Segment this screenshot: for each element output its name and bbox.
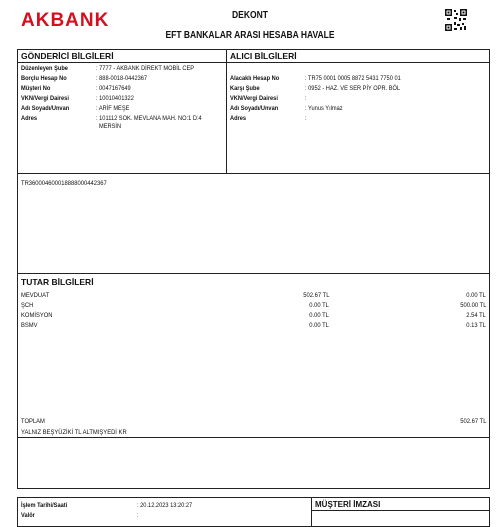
amount-label-deposit: MEVDUAT: [21, 292, 50, 299]
receiver-value-address: :: [305, 115, 307, 122]
sender-label-branch: Düzenleyen Şube: [21, 65, 68, 72]
amount-col2-commission: 2.54 TL: [466, 312, 486, 319]
transaction-date-value: : 20.12.2023 13:20:27: [137, 502, 193, 509]
sender-label-tax: VKN/Vergi Dairesi: [21, 95, 69, 102]
amount-col2-sch: 500.00 TL: [459, 302, 486, 309]
amount-col1-commission: 0.00 TL: [309, 312, 329, 319]
sender-value-account: : 888-0018-0442367: [96, 75, 148, 82]
sender-value-address-line2: MERSİN: [99, 123, 122, 130]
transaction-date-label: İşlem Tarihi/Saati: [21, 502, 68, 509]
reference-box: [17, 173, 490, 274]
receiver-label-name: Adı Soyadı/Unvan: [230, 105, 279, 112]
reference-number: TR360004600018888000442367: [21, 180, 107, 187]
sender-value-name: : ARİF MEŞE: [96, 105, 130, 112]
customer-signature-label: MÜŞTERİ İMZASI: [315, 500, 381, 509]
footer-box: [17, 497, 490, 527]
bank-logo: AKBANK: [21, 10, 110, 31]
sender-label-customer-no: Müşteri No: [21, 85, 51, 92]
receiver-section-title: ALICI BİLGİLERİ: [230, 51, 297, 61]
value-date-value: :: [137, 512, 139, 519]
amount-col1-bsmv: 0.00 TL: [309, 322, 329, 329]
amount-col1-sch: 0.00 TL: [309, 302, 329, 309]
amounts-box: [17, 273, 490, 438]
amount-label-bsmv: BSMV: [21, 322, 38, 329]
sender-label-address: Adres: [21, 115, 38, 122]
amount-in-words: YALNIZ BEŞYÜZİKİ TL ALTMIŞYEDİ KR: [21, 429, 127, 436]
receiver-label-branch: Karşı Şube: [230, 85, 260, 92]
amount-col1-deposit: 502.67 TL: [302, 292, 329, 299]
qr-code-icon: [445, 9, 467, 31]
amount-label-commission: KOMİSYON: [21, 312, 53, 319]
value-date-label: Valör: [21, 512, 35, 519]
sender-label-name: Adı Soyadı/Unvan: [21, 105, 70, 112]
amounts-section-title: TUTAR BİLGİLERİ: [21, 277, 94, 287]
total-label: TOPLAM: [21, 418, 45, 425]
total-value: 502.67 TL: [459, 418, 486, 425]
sender-section-title: GÖNDERİCİ BİLGİLERİ: [21, 51, 114, 61]
amount-col2-deposit: 0.00 TL: [466, 292, 486, 299]
sender-label-account: Borçlu Hesap No: [21, 75, 67, 82]
amount-label-sch: ŞCH: [21, 302, 34, 309]
sender-value-branch: : 7777 - AKBANK DİREKT MOBİL CEP: [96, 65, 195, 72]
amount-col2-bsmv: 0.13 TL: [466, 322, 486, 329]
receiver-value-name: : Yunus Yılmaz: [305, 105, 343, 112]
receiver-label-address: Adres: [230, 115, 247, 122]
receiver-label-tax: VKN/Vergi Dairesi: [230, 95, 278, 102]
receiver-label-account: Alacaklı Hesap No: [230, 75, 280, 82]
blank-box: [17, 437, 490, 489]
receiver-value-branch: : 0952 - HAZ. VE SER PİY OPR. BÖL: [305, 85, 401, 92]
document-subtitle: EFT BANKALAR ARASI HESABA HAVALE: [165, 30, 335, 41]
sender-value-tax: : 10010401322: [96, 95, 134, 102]
receiver-value-tax: :: [305, 95, 307, 102]
sender-value-customer-no: : 0047167649: [96, 85, 131, 92]
document-title: DEKONT: [232, 10, 268, 21]
sender-value-address: : 101112 SOK. MEVLANA MAH. NO:1 D:4: [96, 115, 202, 122]
receiver-value-account: : TR75 0001 0005 8872 5431 7750 01: [305, 75, 401, 82]
